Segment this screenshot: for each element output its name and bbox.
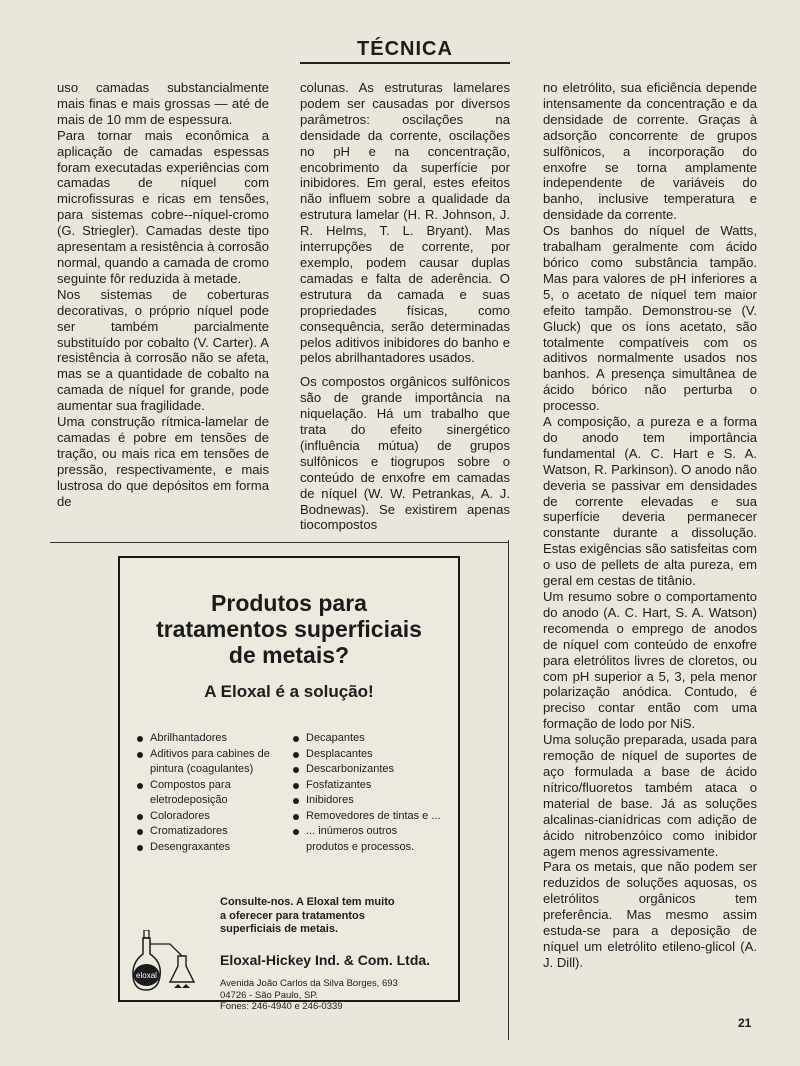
paragraph: Os compostos orgânicos sulfônicos são de grande importância na niquelação. Há um trabalho que trata do efeito sinergético (influência mútua) de grupos sulfônicos e tiogrupos sobre o conteúdo de enxofre em camadas de níquel (W. W. Petrankas, A. J. Bodnewas). Se existirem apenas tiocompostos — [300, 374, 510, 533]
flask-tube — [150, 944, 182, 956]
flask-stopper — [144, 930, 149, 938]
ad-consult-text: Consulte-nos. A Eloxal tem muito a oferecer para tratamentos superficiais de metais. — [220, 896, 395, 935]
list-item: Descarbonizantes — [292, 762, 454, 778]
text-column-3 — [543, 80, 757, 971]
list-item: Inibidores — [292, 793, 454, 809]
list-item: eletrodeposição — [150, 794, 228, 806]
paragraph: Para os metais, que não podem ser reduzidos de soluções aquosas, os eletrólitos orgânicos tem preferência. Mas mesmo assim estuda-se para a deposição de níquel um eletrólito etileno-glicol (A. J. Dill). — [543, 859, 757, 970]
paragraph: Os banhos do níquel de Watts, trabalham geralmente com ácido bórico como substância tampão. Mas para valores de pH inferiores a 5, o acetato de níquel tem maior efeito tampão. Demonstrou-se (V. Gluck) que os íons acetato, são totalmente compatíveis com os aditivos normalmente usados nos banhos. A presença simultânea de ácido bórico não perturba o processo. — [543, 223, 757, 414]
ad-frame-side-rule — [508, 540, 509, 1040]
paragraph: Nos sistemas de coberturas decorativas, o próprio níquel pode ser também parcialmente substituído por cobalto (V. Carter). A resistência à corrosão não se afeta, mas se a quantidade de cobalto na camada de níquel for grande, pode aumentar sua fragilidade. — [57, 286, 269, 414]
list-item: Desengraxantes — [136, 840, 296, 856]
eloxal-logo — [130, 930, 218, 998]
ad-title: Produtos para tratamentos superficiais de metais? — [156, 590, 422, 668]
page-number: 21 — [738, 1016, 752, 1030]
ad-product-list-left — [136, 731, 296, 855]
list-item: Desplacantes — [292, 747, 454, 763]
paragraph: colunas. As estruturas lamelares podem ser causadas por diversos parâmetros: oscilações na densidade da corrente, oscilações no pH e na concentração, encobrimento da superfície por inibidores. Em geral, estes efeitos não influem sobre a qualidade da estrutura lamelar (H. R. Johnson, J. R. Helms, T. L. Bryant). Mas interrupções de corrente, por exemplo, podem causar duplas camadas e falta de aderência. O estrutura da camada e suas propriedades físicas, como consequência, serão determinadas pelos aditivos inibidores do banho e pelos abrilhantadores usados. — [300, 80, 510, 366]
burner-flame — [174, 984, 190, 988]
list-item: Coloradores — [136, 809, 296, 825]
paragraph: A composição, a pureza e a forma do anodo tem importância fundamental (A. C. Hart e S. A. Watson, R. Parkinson). O anodo não deveria se passivar em densidades de corrente elevadas e sua superfície deveria permanecer constante durante a dissolução. Estas exigências são satisfeitas com o uso de pellets de alta pureza, em geral em cestas de titânio. — [543, 414, 757, 589]
list-item: Fosfatizantes — [292, 778, 454, 794]
list-item: Abrilhantadores — [136, 731, 296, 747]
list-item: Compostos para — [136, 778, 296, 794]
list-item: Removedores de tintas e ... — [292, 809, 454, 825]
paragraph: Um resumo sobre o comportamento do anodo (A. C. Hart, S. A. Watson) recomenda o emprego de anodos de níquel com conteúdo de enxofre para eletrólitos livres de cloretos, ou com pH superior a 5, 3, pela menor polarização anódica. Contudo, é preciso contar então com uma formação de lodo por NiS. — [543, 589, 757, 732]
list-item: produtos e processos. — [306, 840, 415, 853]
section-header: TÉCNICA — [357, 38, 453, 60]
ad-product-list-right — [292, 731, 454, 855]
ad-subtitle: A Eloxal é a solução! — [204, 682, 374, 701]
paragraph: Para tornar mais econômica a aplicação de camadas espessas foram executadas experiências com camadas de níquel com microfissuras e ricas em tensões, para sistemas cobre--níquel-cromo (G. Striegler). Camadas deste tipo apresentam a resistência à corrosão normal, quando a camada de cromo seguinte fôr reduzida à metade. — [57, 127, 269, 286]
list-item: ... inúmeros outros — [292, 824, 454, 840]
header-rule — [300, 62, 510, 64]
text-column-2 — [300, 80, 510, 533]
erlenmeyer-flask — [170, 956, 194, 982]
ad-address: Avenida João Carlos da Silva Borges, 693 04726 - São Paulo, SP. Fones: 246-4940 e 246-0339 — [220, 978, 398, 1012]
list-item: Aditivos para cabines de — [136, 747, 296, 763]
paragraph: Uma construção rítmica-lamelar de camadas é pobre em tensões de tração, ou mais rica em tensões de pressão, respectivamente, e mais lustrosa do que depósitos em forma de — [57, 414, 269, 509]
list-item: Cromatizadores — [136, 824, 296, 840]
paragraph: uso camadas substancialmente mais finas e mais grossas — até de mais de 10 mm de espessura. — [57, 80, 269, 127]
advertisement — [118, 556, 460, 1012]
list-item: pintura (coagulantes) — [150, 763, 254, 775]
logo-text: eloxal — [136, 971, 157, 980]
text-column-1 — [57, 80, 269, 509]
paragraph: Uma solução preparada, usada para remoção de níquel de suportes de aço formulada a base de ácido nítrico/fluoretos também ataca o material de base. Já as soluções alcalinas-cianídricas com adição de ácido nitrobenzóico como inibidor agem menos agressivamente. — [543, 732, 757, 859]
list-item: Decapantes — [292, 731, 454, 747]
ad-frame-top-rule — [50, 542, 508, 543]
paragraph: no eletrólito, sua eficiência depende intensamente da concentração e da densidade de corrente. Graças à adsorção concorrente de grupos sulfônicos, a incorporação do enxofre se torna amplamente independente de variáveis do banho, inclusive temperatura e densidade da corrente. — [543, 80, 757, 223]
ad-company-name: Eloxal-Hickey Ind. & Com. Ltda. — [220, 952, 431, 968]
